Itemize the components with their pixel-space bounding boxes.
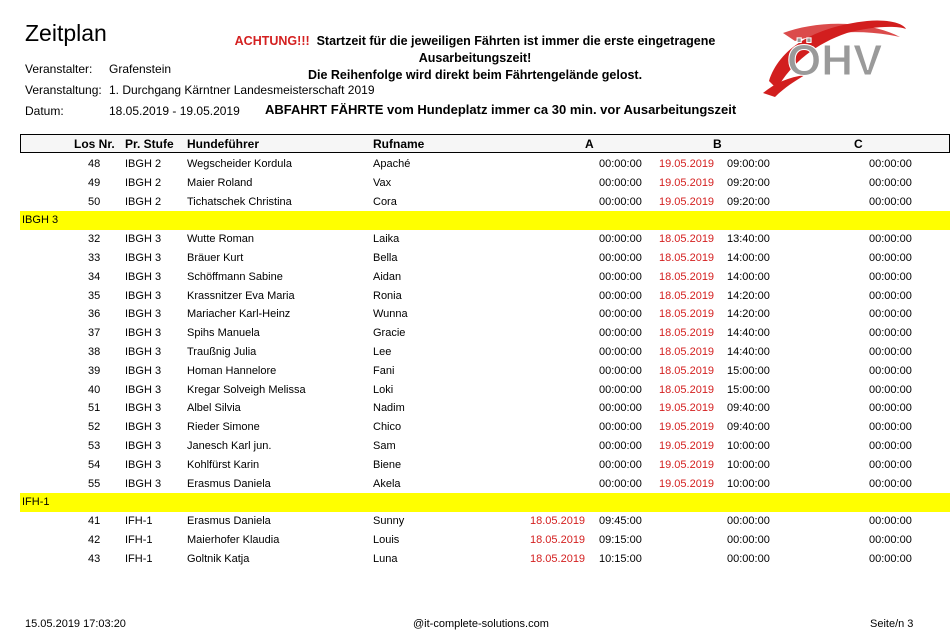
cell-fuehrer: Bräuer Kurt xyxy=(187,252,244,264)
cell-fuehrer: Wutte Roman xyxy=(187,233,255,246)
table-row xyxy=(20,155,950,174)
cell-b-time: 00:00:00 xyxy=(727,515,770,528)
table-row xyxy=(20,475,950,494)
cell-b-time: 14:20:00 xyxy=(727,308,770,321)
cell-c: 00:00:00 xyxy=(869,176,912,189)
cell-a-time: 00:00:00 xyxy=(599,421,642,434)
cell-los: 43 xyxy=(88,552,101,565)
cell-a-time: 00:00:00 xyxy=(599,270,642,283)
cell-stufe: IBGH 3 xyxy=(125,458,162,471)
cell-a-time: 00:00:00 xyxy=(599,176,642,189)
cell-los: 49 xyxy=(88,176,101,189)
footer-link[interactable]: @it-complete-solutions.com xyxy=(413,618,549,630)
footer-page: Seite/n 3 xyxy=(870,618,914,630)
cell-b-time: 10:00:00 xyxy=(727,440,770,452)
cell-ruf: Fani xyxy=(373,364,395,377)
cell-stufe: IFH-1 xyxy=(125,552,153,565)
group-header-ibgh3 xyxy=(20,211,950,230)
notice-line2: Die Reihenfolge wird direkt beim Fährtengelände gelost. xyxy=(307,68,643,82)
cell-b-time: 14:40:00 xyxy=(727,346,770,358)
cell-b-time: 09:20:00 xyxy=(727,176,770,189)
cell-b-date: 19.05.2019 xyxy=(659,195,715,208)
cell-c: 00:00:00 xyxy=(869,270,912,283)
cell-b-time: 15:00:00 xyxy=(727,364,770,377)
cell-a-time: 00:00:00 xyxy=(599,158,642,170)
cell-b-time: 10:00:00 xyxy=(727,477,770,490)
cell-c: 00:00:00 xyxy=(869,158,912,170)
cell-ruf: Ronia xyxy=(373,289,402,302)
cell-ruf: Gracie xyxy=(373,327,406,340)
cell-ruf: Luna xyxy=(373,552,398,565)
cell-stufe: IBGH 2 xyxy=(125,176,162,189)
cell-los: 51 xyxy=(88,402,101,415)
notice-line1: Startzeit für die jeweiligen Fährten ist immer die erste eingetragene Ausarbeitungszeit! xyxy=(316,34,716,65)
cell-stufe: IBGH 3 xyxy=(125,440,162,452)
table-row xyxy=(20,456,950,475)
cell-b-time: 14:00:00 xyxy=(727,270,770,283)
cell-ruf: Biene xyxy=(373,458,402,471)
cell-los: 39 xyxy=(88,364,101,377)
cell-a-time: 00:00:00 xyxy=(599,252,642,264)
cell-c: 00:00:00 xyxy=(869,327,912,340)
cell-a-time: 00:00:00 xyxy=(599,383,642,396)
datum-label: Datum: xyxy=(25,104,64,118)
table-row xyxy=(20,305,950,324)
cell-fuehrer: Kohlfürst Karin xyxy=(187,458,260,471)
cell-fuehrer: Maierhofer Klaudia xyxy=(187,534,280,546)
cell-los: 38 xyxy=(88,346,101,358)
cell-los: 35 xyxy=(88,289,101,302)
cell-b-date: 19.05.2019 xyxy=(659,176,715,189)
notice-achtung: ACHTUNG!!! xyxy=(234,34,310,48)
cell-a-time: 00:00:00 xyxy=(599,346,642,358)
cell-b-time: 09:20:00 xyxy=(727,195,770,208)
cell-ruf: Chico xyxy=(373,421,402,434)
cell-b-date: 19.05.2019 xyxy=(659,458,715,471)
cell-ruf: Cora xyxy=(373,195,397,208)
cell-los: 55 xyxy=(88,477,101,490)
cell-a-time: 00:00:00 xyxy=(599,458,642,471)
cell-b-date: 19.05.2019 xyxy=(659,402,715,415)
cell-stufe: IBGH 3 xyxy=(125,233,162,246)
cell-c: 00:00:00 xyxy=(869,552,912,565)
cell-stufe: IBGH 3 xyxy=(125,383,162,396)
cell-b-date: 19.05.2019 xyxy=(659,421,715,434)
cell-b-date: 18.05.2019 xyxy=(659,308,715,321)
table-row xyxy=(20,437,950,456)
cell-b-date: 19.05.2019 xyxy=(659,477,715,490)
page-title: Zeitplan xyxy=(25,20,107,46)
cell-a-time: 09:15:00 xyxy=(599,534,642,546)
cell-c: 00:00:00 xyxy=(869,383,912,396)
table-row xyxy=(20,550,950,569)
table-row xyxy=(20,193,950,212)
cell-los: 34 xyxy=(88,270,101,283)
cell-a-time: 00:00:00 xyxy=(599,233,642,246)
cell-stufe: IFH-1 xyxy=(125,515,153,528)
cell-a-time: 10:15:00 xyxy=(599,552,642,565)
cell-stufe: IBGH 3 xyxy=(125,308,162,321)
cell-b-time: 14:40:00 xyxy=(727,327,770,340)
cell-stufe: IBGH 3 xyxy=(125,421,162,434)
cell-b-date: 19.05.2019 xyxy=(659,158,715,170)
cell-fuehrer: Wegscheider Kordula xyxy=(187,158,292,170)
veranstaltung-label: Veranstaltung: xyxy=(25,83,102,97)
col-fuehrer: Hundeführer xyxy=(187,137,259,151)
col-los: Los Nr. xyxy=(74,137,115,151)
cell-c: 00:00:00 xyxy=(869,402,912,415)
cell-b-date: 18.05.2019 xyxy=(659,327,715,340)
cell-stufe: IBGH 2 xyxy=(125,195,162,208)
table-row xyxy=(20,174,950,193)
cell-stufe: IBGH 3 xyxy=(125,477,162,490)
cell-los: 32 xyxy=(88,233,101,246)
cell-fuehrer: Traußnig Julia xyxy=(187,346,257,358)
cell-stufe: IBGH 3 xyxy=(125,364,162,377)
cell-c: 00:00:00 xyxy=(869,364,912,377)
group-label: IBGH 3 xyxy=(22,214,59,227)
cell-fuehrer: Tichatschek Christina xyxy=(187,195,292,208)
veranstalter-value: Grafenstein xyxy=(109,62,172,76)
cell-b-time: 09:40:00 xyxy=(727,421,770,434)
cell-fuehrer: Schöffmann Sabine xyxy=(187,270,283,283)
table-row xyxy=(20,418,950,437)
cell-ruf: Wunna xyxy=(373,308,408,321)
cell-b-date: 18.05.2019 xyxy=(659,364,715,377)
cell-b-date: 19.05.2019 xyxy=(659,440,715,452)
cell-los: 41 xyxy=(88,515,101,528)
cell-b-time: 10:00:00 xyxy=(727,458,770,471)
cell-c: 00:00:00 xyxy=(869,477,912,490)
cell-a-date: 18.05.2019 xyxy=(530,534,586,546)
notice xyxy=(195,33,755,84)
cell-ruf: Sunny xyxy=(373,515,405,528)
table-row xyxy=(20,399,950,418)
table-row xyxy=(20,512,950,531)
cell-ruf: Lee xyxy=(373,346,392,358)
col-a: A xyxy=(585,137,594,151)
cell-fuehrer: Kregar Solveigh Melissa xyxy=(187,383,306,396)
cell-stufe: IBGH 3 xyxy=(125,402,162,415)
cell-ruf: Akela xyxy=(373,477,401,490)
footer-timestamp: 15.05.2019 17:03:20 xyxy=(25,618,126,630)
cell-fuehrer: Krassnitzer Eva Maria xyxy=(187,289,295,302)
cell-los: 37 xyxy=(88,327,101,340)
cell-ruf: Laika xyxy=(373,233,400,246)
table-row xyxy=(20,362,950,381)
cell-stufe: IBGH 3 xyxy=(125,346,162,358)
cell-fuehrer: Maier Roland xyxy=(187,176,253,189)
cell-c: 00:00:00 xyxy=(869,289,912,302)
cell-stufe: IBGH 3 xyxy=(125,252,162,264)
cell-ruf: Sam xyxy=(373,440,396,452)
cell-b-date: 18.05.2019 xyxy=(659,252,715,264)
cell-a-date: 18.05.2019 xyxy=(530,515,586,528)
cell-ruf: Apaché xyxy=(373,158,411,170)
cell-los: 50 xyxy=(88,195,101,208)
table-row xyxy=(20,381,950,400)
datum-value: 18.05.2019 - 19.05.2019 xyxy=(109,104,240,118)
cell-c: 00:00:00 xyxy=(869,458,912,471)
cell-c: 00:00:00 xyxy=(869,534,912,546)
cell-fuehrer: Spihs Manuela xyxy=(187,327,260,340)
cell-c: 00:00:00 xyxy=(869,233,912,246)
cell-a-time: 09:45:00 xyxy=(599,515,642,528)
table-header xyxy=(20,134,950,153)
cell-c: 00:00:00 xyxy=(869,515,912,528)
cell-b-time: 14:20:00 xyxy=(727,289,770,302)
cell-b-date: 18.05.2019 xyxy=(659,233,715,246)
table-row xyxy=(20,343,950,362)
cell-c: 00:00:00 xyxy=(869,195,912,208)
cell-c: 00:00:00 xyxy=(869,440,912,452)
veranstaltung-value: 1. Durchgang Kärntner Landesmeisterschaft 2019 xyxy=(109,83,375,97)
cell-los: 53 xyxy=(88,440,101,452)
cell-fuehrer: Erasmus Daniela xyxy=(187,515,271,528)
table-row xyxy=(20,230,950,249)
cell-b-date: 18.05.2019 xyxy=(659,346,715,358)
cell-ruf: Loki xyxy=(373,383,394,396)
cell-stufe: IFH-1 xyxy=(125,534,153,546)
cell-fuehrer: Albel Silvia xyxy=(187,402,241,415)
cell-b-date: 18.05.2019 xyxy=(659,289,715,302)
cell-b-time: 09:00:00 xyxy=(727,158,770,170)
cell-los: 52 xyxy=(88,421,101,434)
cell-a-date: 18.05.2019 xyxy=(530,552,586,565)
cell-fuehrer: Erasmus Daniela xyxy=(187,477,271,490)
col-c: C xyxy=(854,137,863,151)
cell-c: 00:00:00 xyxy=(869,252,912,264)
cell-b-time: 00:00:00 xyxy=(727,552,770,565)
veranstalter-label: Veranstalter: xyxy=(25,62,93,76)
cell-c: 00:00:00 xyxy=(869,308,912,321)
cell-fuehrer: Janesch Karl jun. xyxy=(187,440,272,452)
ohv-logo xyxy=(755,15,910,100)
table-row xyxy=(20,268,950,287)
cell-a-time: 00:00:00 xyxy=(599,308,642,321)
group-label: IFH-1 xyxy=(22,496,50,509)
col-b: B xyxy=(713,137,722,151)
cell-stufe: IBGH 3 xyxy=(125,270,162,283)
table-row xyxy=(20,287,950,306)
cell-b-time: 00:00:00 xyxy=(727,534,770,546)
cell-a-time: 00:00:00 xyxy=(599,477,642,490)
cell-a-time: 00:00:00 xyxy=(599,327,642,340)
cell-ruf: Vax xyxy=(373,176,392,189)
table-row xyxy=(20,531,950,550)
cell-a-time: 00:00:00 xyxy=(599,364,642,377)
cell-fuehrer: Mariacher Karl-Heinz xyxy=(187,308,291,321)
cell-a-time: 00:00:00 xyxy=(599,195,642,208)
cell-los: 48 xyxy=(88,158,101,170)
group-header-ifh1 xyxy=(20,493,950,512)
cell-ruf: Nadim xyxy=(373,402,405,415)
cell-c: 00:00:00 xyxy=(869,346,912,358)
table-row xyxy=(20,324,950,343)
cell-b-date: 18.05.2019 xyxy=(659,383,715,396)
cell-los: 42 xyxy=(88,534,101,546)
cell-los: 40 xyxy=(88,383,101,396)
cell-c: 00:00:00 xyxy=(869,421,912,434)
col-ruf: Rufname xyxy=(373,137,425,151)
cell-a-time: 00:00:00 xyxy=(599,289,642,302)
cell-fuehrer: Rieder Simone xyxy=(187,421,260,434)
cell-ruf: Aidan xyxy=(373,270,402,283)
cell-a-time: 00:00:00 xyxy=(599,440,642,452)
cell-stufe: IBGH 2 xyxy=(125,158,162,170)
cell-a-time: 00:00:00 xyxy=(599,402,642,415)
cell-los: 36 xyxy=(88,308,101,321)
cell-los: 33 xyxy=(88,252,101,264)
abfahrt-note: ABFAHRT FÄHRTE vom Hundeplatz immer ca 30 min. vor Ausarbeitungszeit xyxy=(265,102,737,117)
cell-b-time: 13:40:00 xyxy=(727,233,770,246)
cell-b-time: 15:00:00 xyxy=(727,383,770,396)
cell-fuehrer: Goltnik Katja xyxy=(187,552,250,565)
cell-stufe: IBGH 3 xyxy=(125,327,162,340)
cell-b-time: 09:40:00 xyxy=(727,402,770,415)
cell-b-date: 18.05.2019 xyxy=(659,270,715,283)
cell-b-time: 14:00:00 xyxy=(727,252,770,264)
logo-text: ÖHV xyxy=(787,36,883,85)
cell-ruf: Bella xyxy=(373,252,398,264)
col-stufe: Pr. Stufe xyxy=(125,137,174,151)
cell-stufe: IBGH 3 xyxy=(125,289,162,302)
cell-fuehrer: Homan Hannelore xyxy=(187,364,277,377)
cell-ruf: Louis xyxy=(373,534,400,546)
table-row xyxy=(20,249,950,268)
cell-los: 54 xyxy=(88,458,101,471)
